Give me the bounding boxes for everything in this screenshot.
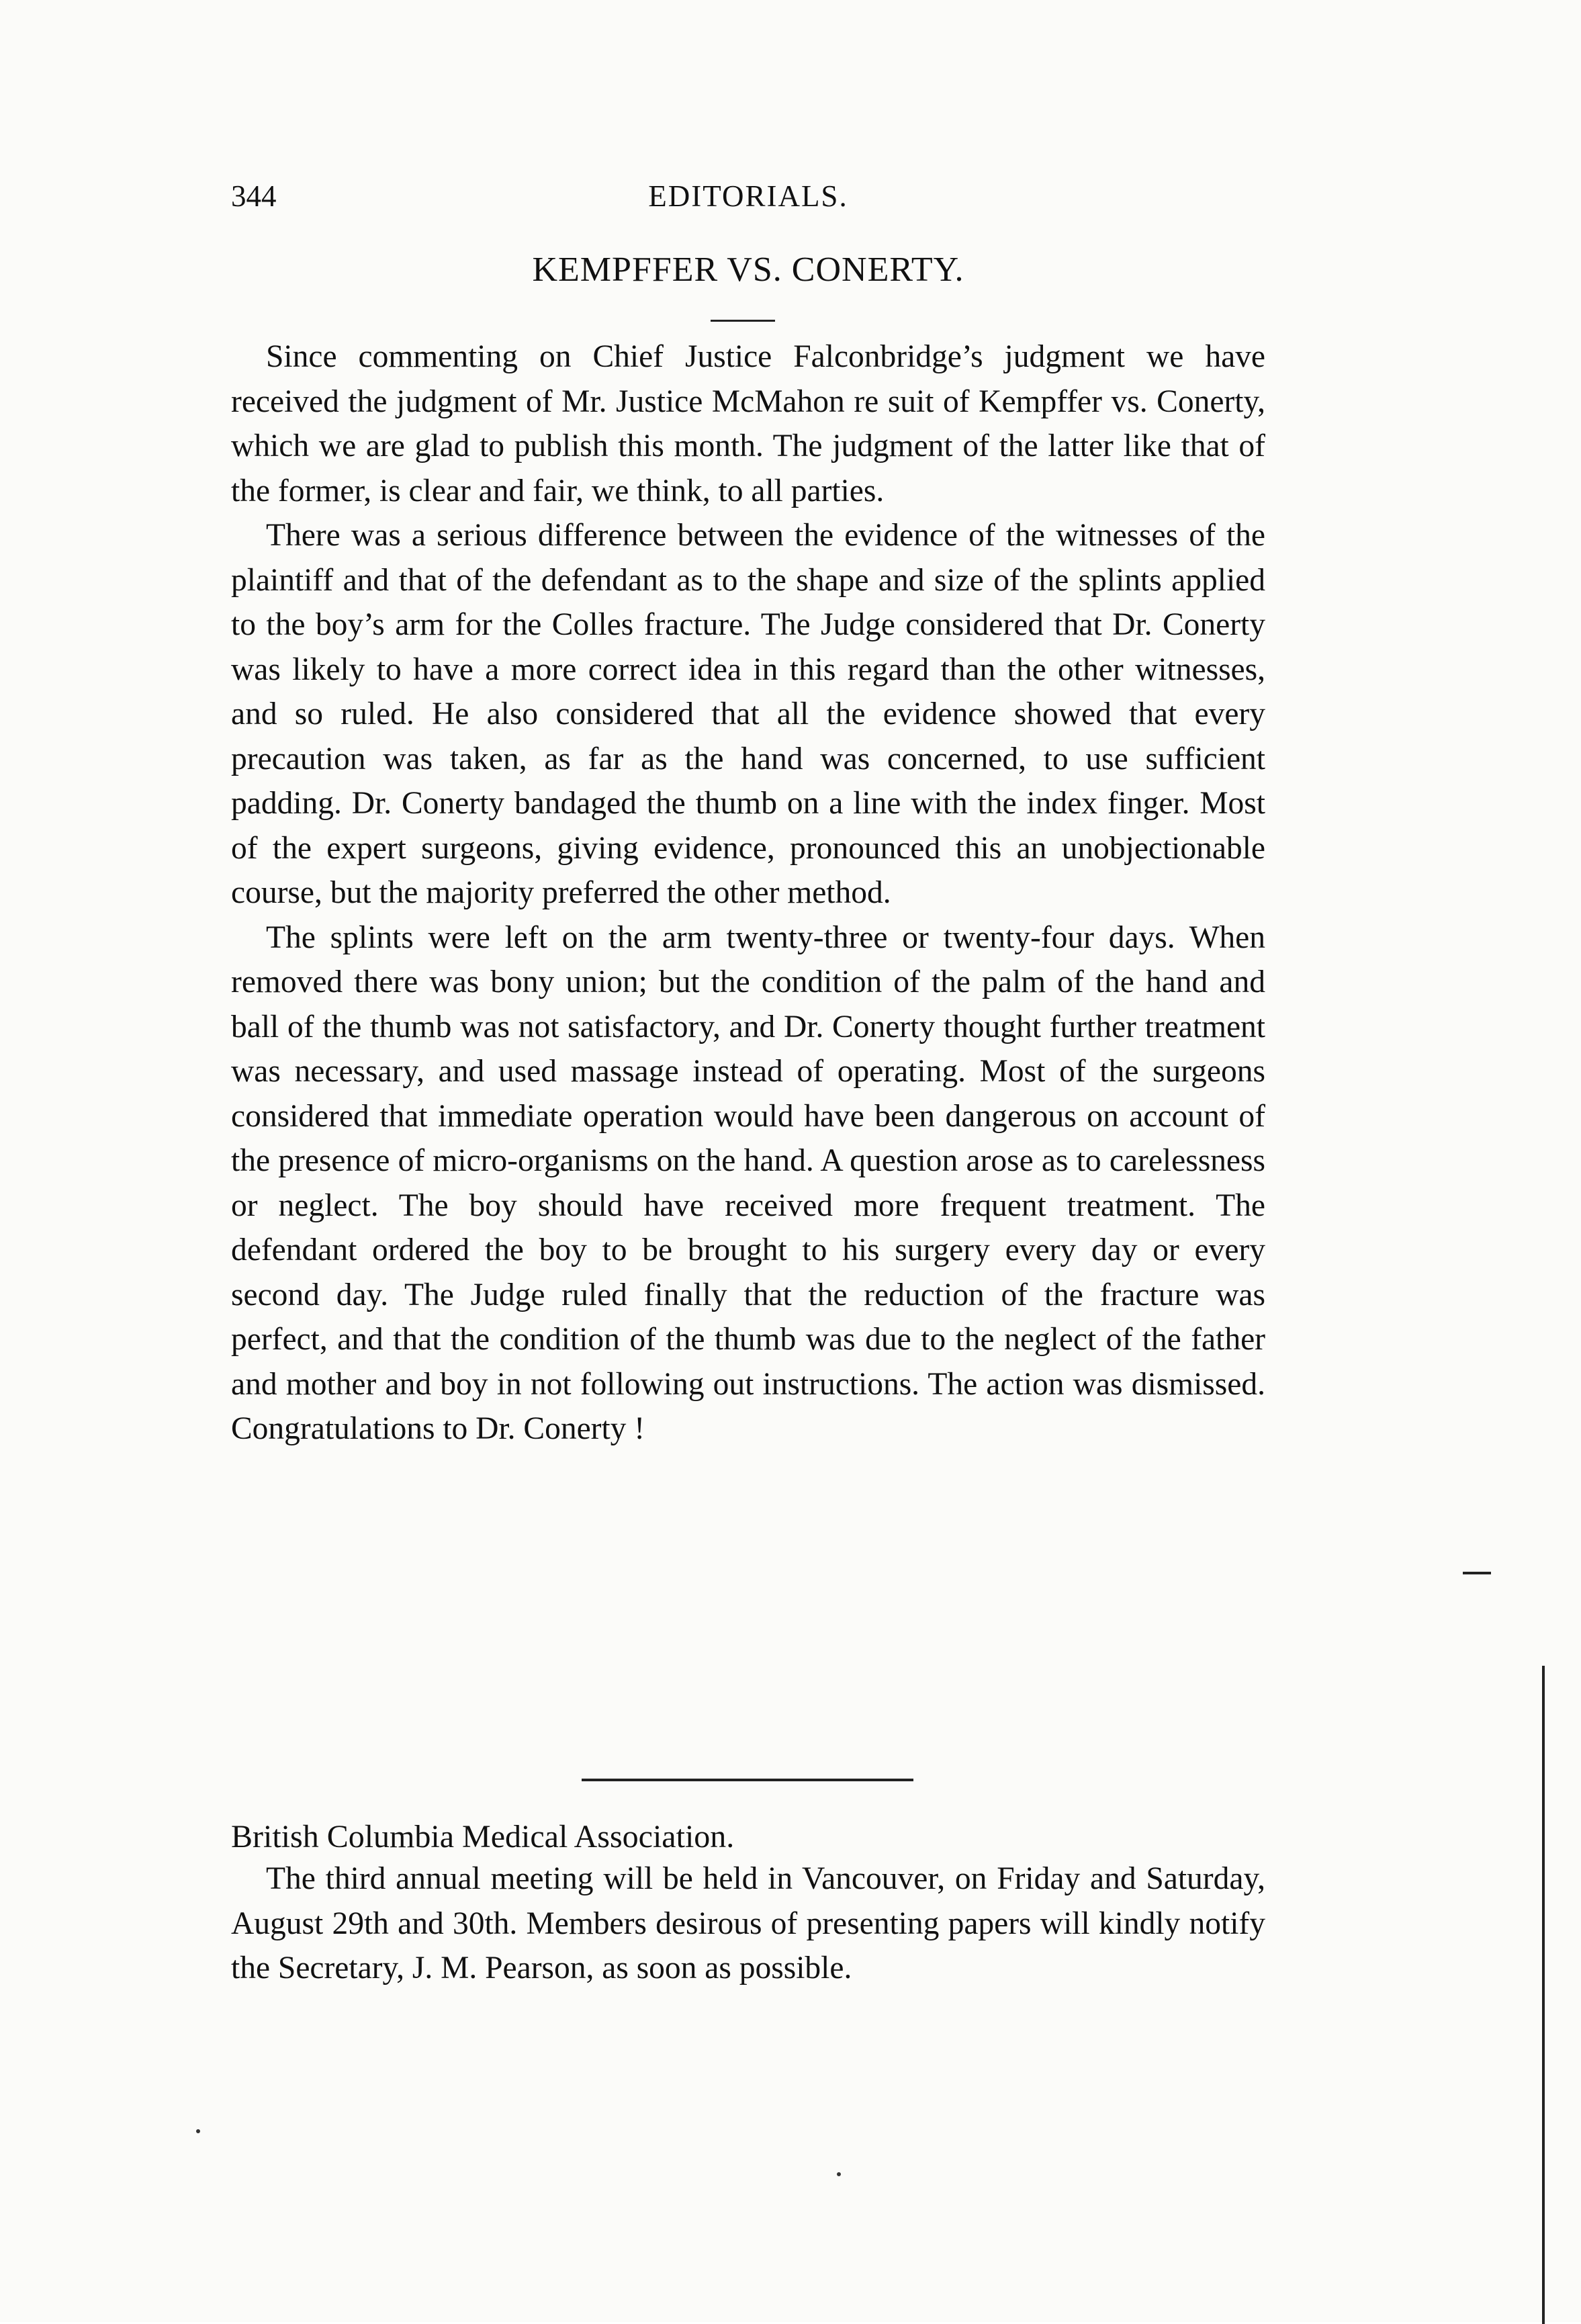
notice-heading: British Columbia Medical Association. xyxy=(231,1819,735,1854)
article-title: KEMPFFER VS. CONERTY. xyxy=(532,251,964,289)
scan-edge-line xyxy=(1542,1666,1545,2324)
running-head xyxy=(231,179,1265,219)
title-rule xyxy=(711,320,775,322)
notice-body: The third annual meeting will be held in Vancouver, on Friday and Saturday, August 29th and 30th. Members desirous of presenting papers will kindly notify the Secretary, J. M. Pearson, as soon as possible. xyxy=(231,1861,1265,1985)
article-paragraph: There was a serious difference between the evidence of the witnesses of the plaintiff and that of the defendant as to the shape and size of the splints applied to the boy’s arm for the Colles fracture. The Judge considered that Dr. Conerty was likely to have a more correct idea in this regard than the other witnesses, and so ruled. He also considered that all the evidence showed that every precaution was taken, as far as the hand was concerned, to use sufficient padding. Dr. Conerty bandaged the thumb on a line with the index finger. Most of the expert surgeons, giving evidence, pronounced this an unobjectionable course, but the majority preferred the other method. xyxy=(231,518,1265,910)
article-paragraph: The splints were left on the arm twenty-three or twenty-four days. When removed there was bony union; but the condition of the palm of the hand and ball of the thumb was not satisfactory, and Dr. Conerty thought further treatment was necessary, and used massage instead of operating. Most of the surgeons considered that immediate operation would have been dangerous on account of the presence of micro-organisms on the hand. A question arose as to carelessness or neglect. The boy should have received more frequent treatment. The defendant ordered the boy to be brought to his surgery every day or every second day. The Judge ruled finally that the reduction of the fracture was perfect, and that the condition of the thumb was due to the neglect of the father and mother and boy in not following out instructions. The action was dismissed. Congratulations to Dr. Conerty ! xyxy=(231,920,1265,1446)
scan-speck xyxy=(837,2172,841,2176)
article-paragraph: Since commenting on Chief Justice Falconbridge’s judgment we have received the judgment of Mr. Justice McMahon re suit of Kempffer vs. Conerty, which we are glad to publish this month. The judgment of the latter like that of the former, is clear and fair, we think, to all parties. xyxy=(231,339,1265,508)
page-number: 344 xyxy=(231,179,277,213)
section-divider xyxy=(582,1779,913,1781)
section-heading: EDITORIALS. xyxy=(648,179,848,213)
article-body xyxy=(231,334,1265,1451)
margin-mark xyxy=(1463,1572,1491,1574)
notice-body-container xyxy=(231,1857,1265,1991)
scan-speck xyxy=(196,2129,200,2133)
